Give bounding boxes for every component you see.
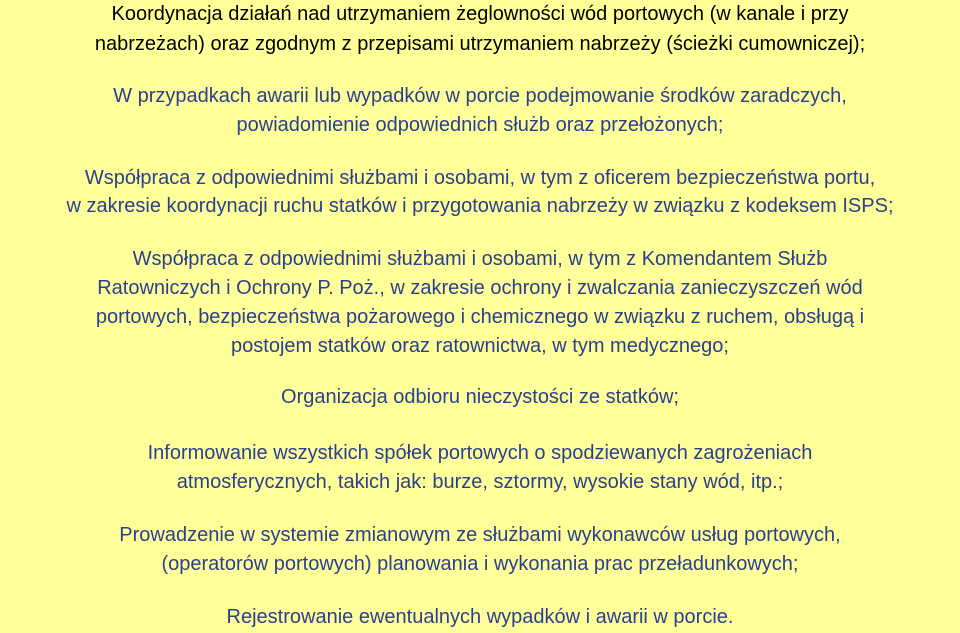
paragraph-line: Rejestrowanie ewentualnych wypadków i awarii w porcie.	[226, 606, 734, 628]
paragraph-line: Organizacja odbioru nieczystości ze statków;	[281, 386, 679, 408]
paragraph-line: powiadomienie odpowiednich służb oraz przełożonych;	[236, 114, 724, 136]
paragraph-line: Współpraca z odpowiednimi służbami i osobami, w tym z Komendantem Służb	[132, 248, 828, 270]
paragraph-line: portowych, bezpieczeństwa pożarowego i chemicznego w związku z ruchem, obsługą i	[95, 306, 865, 328]
paragraph-line: Współpraca z odpowiednimi służbami i osobami, w tym z oficerem bezpieczeństwa portu,	[84, 167, 876, 189]
paragraph-line: nabrzeżach) oraz zgodnym z przepisami utrzymaniem nabrzeży (ścieżki cumowniczej);	[94, 33, 866, 55]
paragraph-line: Koordynacja działań nad utrzymaniem żeglowności wód portowych (w kanale i przy	[111, 3, 849, 25]
paragraph-line: w zakresie koordynacji ruchu statków i przygotowania nabrzeży w związku z kodeksem ISPS;	[66, 195, 894, 217]
paragraph-line: atmosferycznych, takich jak: burze, sztormy, wysokie stany wód, itp.;	[176, 471, 784, 493]
paragraph-line: Ratowniczych i Ochrony P. Poż., w zakresie ochrony i zwalczania zanieczyszczeń wód	[97, 277, 863, 299]
paragraph-line: Prowadzenie w systemie zmianowym ze służbami wykonawców usług portowych,	[119, 524, 841, 546]
paragraph-line: postojem statków oraz ratownictwa, w tym medycznego;	[231, 335, 729, 357]
paragraph-line: Informowanie wszystkich spółek portowych o spodziewanych zagrożeniach	[147, 442, 813, 464]
paragraph-line: W przypadkach awarii lub wypadków w porcie podejmowanie środków zaradczych,	[113, 85, 847, 107]
paragraph-line: (operatorów portowych) planowania i wykonania prac przeładunkowych;	[161, 553, 799, 575]
